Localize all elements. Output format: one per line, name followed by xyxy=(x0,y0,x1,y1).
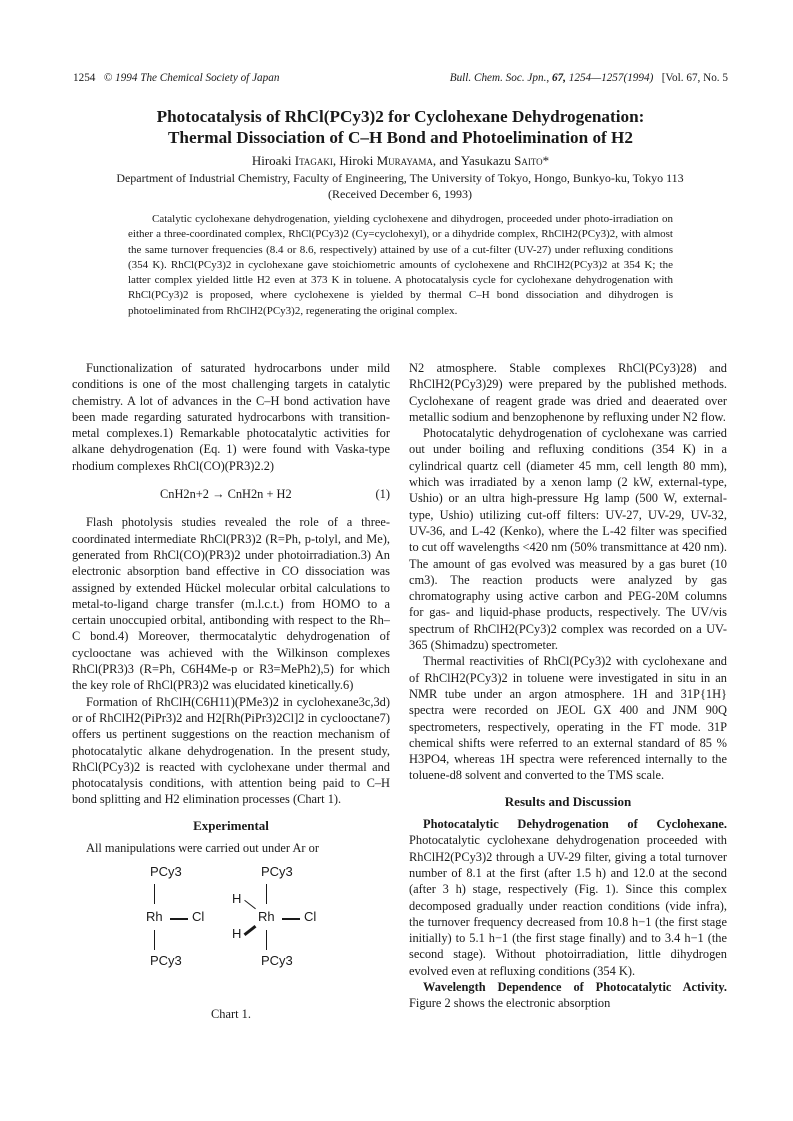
intro-paragraph-1: Functionalization of saturated hydrocarbons under mild conditions is one of the most challenging targets in catalytic chemistry. A lot of advances in the C–H bond activation have been made regarding saturated hydrocarbons with transition-metal complexes.1) Remarkable photocatalytic activities for alkane dehydrogenation (Eq. 1) were found with Vaska-type rhodium complexes RhCl(CO)(PR3)2.2) xyxy=(72,361,390,473)
results-heading: Results and Discussion xyxy=(504,793,632,809)
bond-line xyxy=(266,930,267,950)
results-paragraph-2: Wavelength Dependence of Photocatalytic Activity. Figure 2 shows the electronic absorption xyxy=(409,979,727,1011)
experimental-paragraph-2: Photocatalytic dehydrogenation of cyclohexane was carried out under boiling and refluxing conditions (354 K) in a cylindrical quartz cell (diameter 45 mm, cell length 80 mm), which was irradiated by a xenon lamp (2 kW, external-type, Ushio) or an ultra high-pressure Hg lamp (500 W, external-type, Ushio) utilizing cut-off filters: UV-27, UV-29, UV-32, UV-36, and L-42 (Kenko), where the L-42 filter was specified to cut off wavelengths <420 nm (50% transmittance at 420 nm). The amount of gas evolved was measured by a gas buret (10 cm3). The reaction products were analyzed by gas chromatography using active carbon and PEG-20M columns for gas- and liquid-phase products, respectively. The UV/vis spectrum of RhClH2(PCy3)2 complex was recorded on a UV-365 (Shimadzu) spectrometer. xyxy=(409,426,727,653)
intro-paragraph-3: Formation of RhClH(C6H11)(PMe3)2 in cyclohexane3c,3d) or of RhClH2(PiPr3)2 and H2[Rh(PiPr3)2Cl]2 in cyclooctane7) offers us pertinent suggestions on the reaction mechanism of photocatalytic alkane dehydrogenation. In the present study, RhCl(PCy3)2 is reacted with cyclohexane under thermal and photocatalysis conditions, with attention being paid to C–H bond splitting and H2 elimination processes (Chart 1). xyxy=(72,694,390,807)
title-line-1: Photocatalysis of RhCl(PCy3)2 for Cyclohexane Dehydrogenation: xyxy=(156,107,645,126)
hydride-upper: H xyxy=(232,891,242,907)
experimental-continued: N2 atmosphere. Stable complexes RhCl(PCy3)28) and RhClH2(PCy3)29) were prepared by the published methods. Cyclohexane of reagent grade was dried and deaerated over metallic sodium and benzophenone by refluxing under N2 flow. xyxy=(409,361,727,424)
cl-left: Cl xyxy=(192,909,205,925)
pcy3-bottom-left: PCy3 xyxy=(150,953,182,969)
volume-ref: 67, xyxy=(551,72,566,84)
journal-name: Bull. Chem. Soc. Jpn., xyxy=(449,72,550,84)
results-paragraph-1: Photocatalytic Dehydrogenation of Cyclohexane. Photocatalytic cyclohexane dehydrogenation proceeded with RhClH2(PCy3)2 through a UV-29 filter, giving a total turnover number of 8.1 at the first (after 1.5 h) and 12.0 at the second (after 3 h) stage, respectively (Fig. 1). Since this complex decomposed gradually under reaction conditions (vide infra), the turnover frequency decreased from 10.8 h−1 (the first stage initially) to 5.1 h−1 (the first stage finally) and to 3.4 h−1 (the second stage). Without photoirradiation, little dihydrogen evolved even at refluxing conditions (354 K). xyxy=(409,817,727,978)
equation-number: (1) xyxy=(375,487,390,502)
author-list: Hiroaki Itagaki, Hiroki Murayama, and Yasukazu Saito* xyxy=(251,153,550,168)
rh-left: Rh xyxy=(146,909,163,925)
experimental-heading: Experimental xyxy=(193,817,269,833)
hydride-lower: H xyxy=(232,926,242,942)
dashed-bond xyxy=(244,900,256,910)
bond-line xyxy=(282,918,300,919)
experimental-paragraph-start: All manipulations were carried out under Ar or xyxy=(86,841,319,856)
left-column xyxy=(72,360,390,1023)
wedge-bond xyxy=(244,925,257,936)
experimental-paragraph-3: Thermal reactivities of RhCl(PCy3)2 with cyclohexane and of RhClH2(PCy3)2 in toluene were investigated in situ in an NMR tube under an argon atmosphere. 1H and 31P{1H} spectra were recorded on JEOL GX 400 and JNM 90Q spectrometers, respectively, operating in the FT mode. 31P chemical shifts were referred to an external standard of 85 % H3PO4, whereas 1H spectra were referenced internally to the toluene-d8 solvent and converted to the TMS scale. xyxy=(409,654,727,783)
run-in-heading-1: Photocatalytic Dehydrogenation of Cyclohexane. xyxy=(423,817,727,832)
title-line-2: Thermal Dissociation of C–H Bond and Photoelimination of H2 xyxy=(167,128,634,147)
volume-issue: [Vol. 67, No. 5 xyxy=(661,72,728,84)
affiliation: Department of Industrial Chemistry, Faculty of Engineering, The University of Tokyo, Hongo, Bunkyo-ku, Tokyo 113 (Received December 6, 1993) xyxy=(60,170,740,202)
pcy3-bottom-right: PCy3 xyxy=(261,953,293,969)
equation-1 xyxy=(72,486,390,502)
pcy3-top-left: PCy3 xyxy=(150,864,182,880)
bond-line xyxy=(266,884,267,904)
abstract: Catalytic cyclohexane dehydrogenation, yielding cyclohexene and dihydrogen, proceeded under photo-irradiation on either a three-coordinated complex, RhCl(PCy3)2 (Cy=cyclohexyl), or a dihydride complex, RhClH2(PCy3)2, with almost the same turnover frequencies (8.4 or 8.6, respectively) attained by use of a cut-filter (UV-27) under refluxing conditions (354 K). RhCl(PCy3)2 in cyclohexane gave stoichiometric amounts of cyclohexene and RhClH2(PCy3)2 at 354 K; the latter complex yielded little H2 even at 373 K in toluene. A photocatalysis cycle for cyclohexane dehydrogenation with RhCl(PCy3)2 is proposed, where cyclohexene is yielded by thermal C–H bond dissociation and dihydrogen is photoeliminated from RhClH2(PCy3)2, regenerating the original complex. xyxy=(128,213,673,317)
cl-right: Cl xyxy=(304,909,317,925)
pcy3-top-right: PCy3 xyxy=(261,864,293,880)
received-date: (Received December 6, 1993) xyxy=(328,187,472,201)
equation-formula: CnH2n+2 → CnH2n + H2 xyxy=(160,487,292,502)
chart-1-caption: Chart 1. xyxy=(211,1007,251,1022)
paper-title xyxy=(73,106,728,148)
page-range: 1254—1257(1994) xyxy=(568,72,654,84)
copyright-notice: © 1994 The Chemical Society of Japan xyxy=(103,72,280,84)
bond-line xyxy=(170,918,188,919)
run-in-heading-2: Wavelength Dependence of Photocatalytic Activity. xyxy=(423,979,727,994)
chart-1-structures xyxy=(72,858,390,1006)
bond-line xyxy=(154,930,155,950)
page-number: 1254 xyxy=(73,72,96,84)
running-header xyxy=(73,72,728,86)
rh-right: Rh xyxy=(258,909,275,925)
intro-paragraph-2: Flash photolysis studies revealed the role of a three-coordinated intermediate RhCl(PR3)2 (R=Ph, p-tolyl, and Me), generated from RhCl(CO)(PR3)2 under photoirradiation.3) An electronic absorption band effective in CO dissociation was assigned by extended Hückel molecular orbital calculations to metal-to-ligand charge transfer (m.l.c.t.) from HOMO to a certain unoccupied orbital, antibonding with respect to the Rh–C bond.4) Moreover, thermocatalytic dehydrogenation of cyclooctane was achieved with the Wilkinson complexes RhCl(PR3)3 (R=Ph, C6H4Me-p or R3=MePh2),5) for which the key role of RhCl(PR3)2 was elucidated kinetically.6) xyxy=(72,515,390,693)
right-column xyxy=(409,360,727,1012)
bond-line xyxy=(154,884,155,904)
